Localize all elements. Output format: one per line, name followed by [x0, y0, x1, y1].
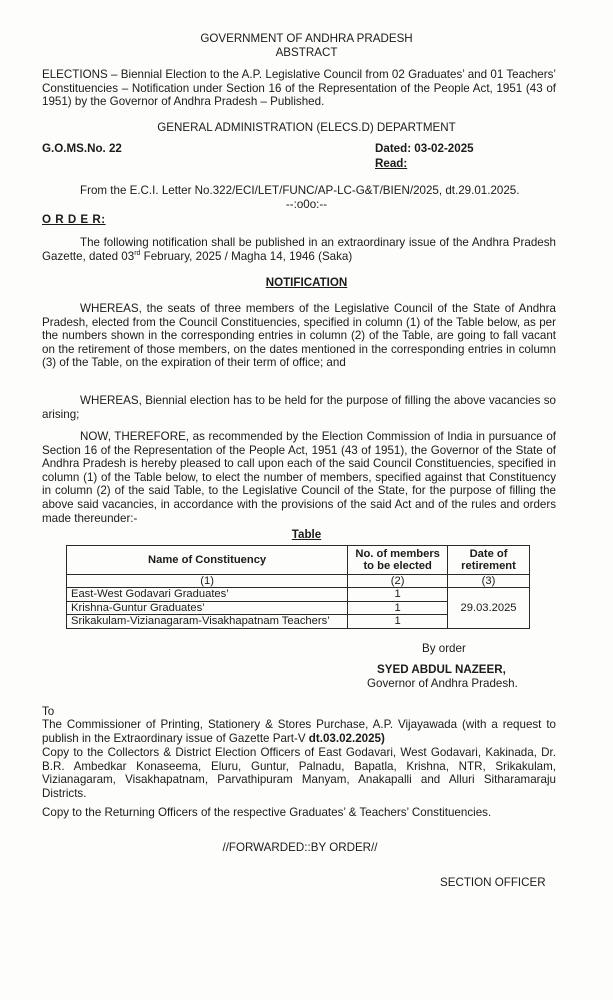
members-count: 1 — [348, 615, 448, 628]
column-number-row — [67, 575, 530, 588]
whereas-paragraph-2: WHEREAS, Biennial election has to be held for the purpose of filling the above vacancies so arising; — [42, 394, 556, 421]
col-number-1: (1) — [67, 575, 348, 588]
order-heading: O R D E R: — [42, 213, 106, 226]
retirement-date: 29.03.2025 — [448, 588, 530, 628]
header — [0, 32, 613, 59]
separator: --:o0o:-- — [285, 198, 328, 211]
header-retirement: Date of retirement — [448, 546, 530, 575]
signatory-title: Governor of Andhra Pradesh. — [367, 677, 518, 690]
to-label: To — [42, 705, 55, 718]
go-date: Dated: 03-02-2025 — [375, 142, 474, 155]
signatory-name: SYED ABDUL NAZEER, — [377, 663, 506, 676]
constituency-table — [66, 545, 530, 629]
constituency-name: Srikakulam-Vizianagaram-Visakhapatnam Teachers’ — [67, 615, 348, 628]
table-header-row — [67, 546, 530, 575]
header-members: No. of members to be elected — [348, 546, 448, 575]
department-name: GENERAL ADMINISTRATION (ELECS.D) DEPARTMENT — [157, 121, 456, 134]
forwarded-by-order: //FORWARDED::BY ORDER// — [222, 841, 378, 854]
subject-text: ELECTIONS – Biennial Election to the A.P. Legislative Council from 02 Graduates’ and 01 Teachers’ Constituencies – Notification under Section 16 of the Representation of the People Act, 1951 (43 of 1951) by the Governor of Andhra Pradesh – Published. — [42, 68, 556, 109]
now-therefore-paragraph: NOW, THEREFORE, as recommended by the Election Commission of India in pursuance of Section 16 of the Representation of the People Act, 1951 (43 of 1951), the Governor of the State of Andhra Pradesh is hereby pleased to call upon each of the said Council Constituencies, specified in column (1) of the Table below, to elect the number of members, specified against that Constituency in column (2) of the said Table, to the Legislative Council of the State, for the purpose of filling the above said vacancies, in accordance with the provisions of the said Act and of the rules and orders made thereunder:- — [42, 430, 556, 525]
reference-line: From the E.C.I. Letter No.322/ECI/LET/FUNC/AP-LC-G&T/BIEN/2025, dt.29.01.2025. — [80, 184, 520, 197]
to-recipient: The Commissioner of Printing, Stationery & Stores Purchase, A.P. Vijayawada (with a request to publish in the Extraordinary issue of Gazette Part-V dt.03.02.2025) — [42, 718, 556, 745]
notification-heading: NOTIFICATION — [265, 276, 348, 289]
table-row — [67, 588, 530, 601]
go-number: G.O.MS.No. 22 — [42, 142, 122, 155]
table-title: Table — [291, 528, 322, 541]
col-number-3: (3) — [448, 575, 530, 588]
abstract-label: ABSTRACT — [275, 45, 338, 59]
header-constituency: Name of Constituency — [67, 546, 348, 575]
by-order: By order — [422, 642, 466, 655]
government-title: GOVERNMENT OF ANDHRA PRADESH — [200, 32, 413, 45]
col-number-2: (2) — [348, 575, 448, 588]
members-count: 1 — [348, 601, 448, 614]
order-text: The following notification shall be published in an extraordinary issue of the Andhra Pradesh Gazette, dated 03rd February, 2025 / Magha 14, 1946 (Saka) — [42, 236, 556, 263]
copy-to-returning-officers: Copy to the Returning Officers of the respective Graduates’ & Teachers’ Constituencies. — [42, 806, 492, 819]
members-count: 1 — [348, 588, 448, 601]
read-label: Read: — [375, 157, 408, 170]
constituency-name: East-West Godavari Graduates’ — [67, 588, 348, 601]
whereas-paragraph-1: WHEREAS, the seats of three members of the Legislative Council of the State of Andhra Pradesh, elected from the Council Constituencies, specified in column (1) of the Table below, as per the numbers shown in the corresponding entries in column (2) of the Table, are going to fall vacant on the retirement of those members, on the dates mentioned in the corresponding entries in column (3) of the Table, on the expiration of their term of office; and — [42, 302, 556, 370]
copy-to-collectors: Copy to the Collectors & District Election Officers of East Godavari, West Godavari, Kakinada, Dr. B.R. Ambedkar Konaseema, Eluru, Guntur, Palnadu, Bapatla, Krishna, NTR, Srikakulam, Vizianagaram, Visakhapatnam, Parvathipuram Manyam, Anakapalli and Alluri Sitharamaraju Districts. — [42, 746, 556, 800]
constituency-name: Krishna-Guntur Graduates’ — [67, 601, 348, 614]
section-officer: SECTION OFFICER — [440, 876, 546, 889]
